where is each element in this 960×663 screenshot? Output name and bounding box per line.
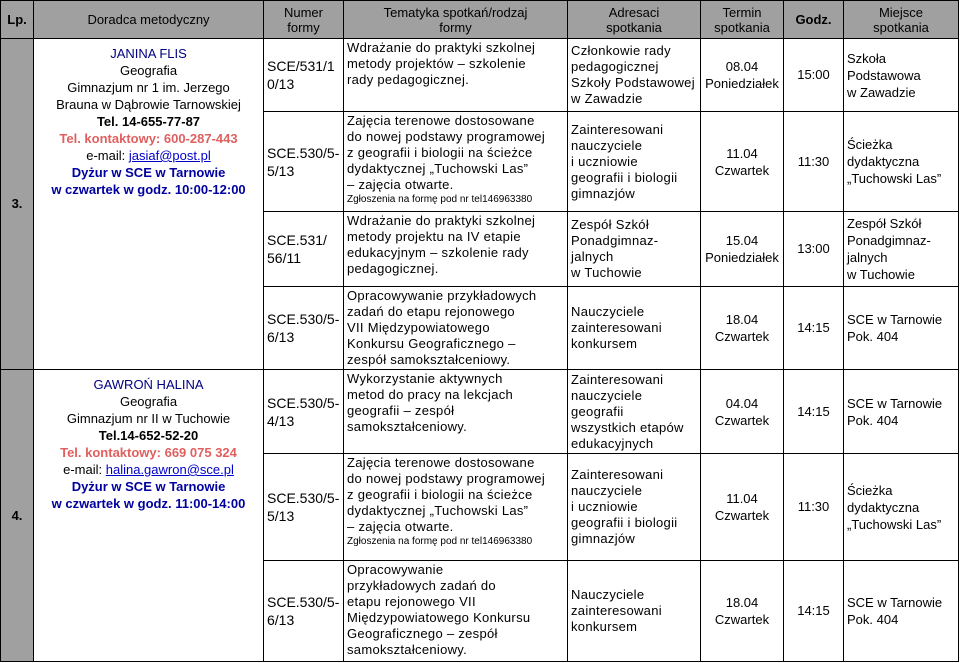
advisor-subject: Geografia bbox=[119, 63, 178, 78]
form-number bbox=[264, 112, 344, 212]
row-number: 4. bbox=[1, 370, 34, 662]
advisor-cell bbox=[34, 370, 264, 662]
header-advisor: Doradca metodyczny bbox=[34, 1, 264, 39]
term-cell bbox=[701, 39, 784, 112]
place-line: SCE w Tarnowie bbox=[847, 395, 943, 411]
header-place: Miejsce spotkania bbox=[844, 1, 959, 39]
topic-line: metody projektów – szkolenie bbox=[347, 56, 526, 71]
topic-line: dydaktycznej „Tuchowski Las” bbox=[347, 503, 529, 518]
place-line: dydaktyczna bbox=[847, 154, 920, 169]
addressee-line: w Zawadzie bbox=[571, 91, 643, 106]
addressee-line: w Tuchowie bbox=[571, 265, 642, 280]
table-row bbox=[1, 370, 959, 454]
advisor-school: Gimnazjum nr II w Tuchowie bbox=[66, 411, 231, 426]
advisor-name: GAWROŃ HALINA bbox=[93, 377, 204, 392]
form-number-line: 5/13 bbox=[267, 162, 295, 179]
hour-cell: 14:15 bbox=[784, 287, 844, 370]
addressee-line: zainteresowani bbox=[571, 603, 662, 618]
advisor-duty-time: w czwartek w godz. 11:00-14:00 bbox=[51, 496, 246, 511]
addressees-cell bbox=[568, 39, 701, 112]
term-line: Czwartek bbox=[714, 612, 770, 627]
topic-line: Zajęcia terenowe dostosowane bbox=[347, 455, 535, 470]
place-cell bbox=[844, 454, 959, 561]
advisor-name: JANINA FLIS bbox=[110, 46, 187, 61]
form-number-line: SCE.530/5- bbox=[267, 490, 340, 506]
advisor-email-line bbox=[37, 147, 260, 164]
topic-line: Geograficznego – zespół bbox=[347, 626, 498, 641]
email-label: e-mail: bbox=[86, 148, 129, 163]
place-cell bbox=[844, 287, 959, 370]
addressee-line: gimnazjów bbox=[571, 185, 636, 201]
term-line: 11.04 bbox=[726, 491, 758, 506]
topic-line: z geografii i biologii na ścieżce bbox=[347, 145, 533, 160]
topic-line: metody projektu na IV etapie bbox=[347, 229, 521, 244]
place-cell bbox=[844, 212, 959, 287]
advisor-school: Brauna w Dąbrowie Tarnowskiej bbox=[56, 97, 241, 112]
term-cell bbox=[701, 561, 784, 662]
form-number-line: SCE.530/5- bbox=[267, 144, 340, 161]
term-line: Poniedziałek bbox=[705, 250, 779, 265]
form-number bbox=[264, 212, 344, 287]
topic-line: samokształceniowy. bbox=[347, 642, 468, 657]
place-line: w Zawadzie bbox=[847, 84, 916, 100]
addressee-line: edukacyjnych bbox=[571, 435, 654, 451]
topic-line: do nowej podstawy programowej bbox=[347, 129, 546, 144]
header-number: Numer formy bbox=[264, 1, 344, 39]
advisor-duty: Dyżur w SCE w Tarnowie bbox=[71, 479, 226, 494]
place-line: Ścieżka bbox=[847, 137, 893, 152]
advisor-cell bbox=[34, 39, 264, 370]
advisor-contact: Tel. kontaktowy: 669 075 324 bbox=[60, 445, 237, 460]
form-number bbox=[264, 39, 344, 112]
addressee-line: Zainteresowani bbox=[571, 371, 664, 387]
topic-note: Zgłoszenia na formę pod nr tel146963380 bbox=[347, 536, 533, 547]
addressees-cell bbox=[568, 212, 701, 287]
term-line: 15.04 bbox=[725, 233, 759, 248]
table-row bbox=[1, 39, 959, 112]
place-cell bbox=[844, 39, 959, 112]
term-cell bbox=[701, 212, 784, 287]
topic-line: pedagogicznej. bbox=[347, 261, 439, 276]
addressee-line: konkursem bbox=[571, 336, 638, 351]
header-addressees: Adresaci spotkania bbox=[568, 1, 701, 39]
form-number-line: SCE/531/1 bbox=[267, 58, 335, 74]
addressee-line: gimnazjów bbox=[571, 531, 636, 546]
place-cell bbox=[844, 370, 959, 454]
term-line: 18.04 bbox=[725, 312, 759, 327]
header-term: Termin spotkania bbox=[701, 1, 784, 39]
addressee-line: i uczniowie bbox=[571, 499, 638, 514]
term-line: Czwartek bbox=[714, 329, 770, 344]
addressee-line: nauczyciele bbox=[571, 483, 643, 498]
addressee-line: Zespół Szkół bbox=[571, 217, 650, 232]
advisor-school: Gimnazjum nr 1 im. Jerzego bbox=[67, 80, 230, 95]
topic-line: edukacyjnym – szkolenie rady bbox=[347, 245, 529, 260]
addressees-cell bbox=[568, 561, 701, 662]
place-line: dydaktyczna bbox=[847, 499, 920, 515]
topic-line: rady pedagogicznej. bbox=[347, 72, 470, 87]
topic-cell bbox=[344, 287, 568, 370]
addressee-line: geografii i biologii bbox=[571, 169, 678, 185]
advisor-phone: Tel. 14-655-77-87 bbox=[96, 114, 201, 129]
term-line: Poniedziałek bbox=[705, 76, 779, 91]
topic-cell bbox=[344, 561, 568, 662]
topic-line: Zajęcia terenowe dostosowane bbox=[347, 113, 535, 128]
addressee-line: nauczyciele bbox=[571, 137, 643, 153]
advisor-phone: Tel.14-652-52-20 bbox=[98, 428, 199, 443]
advisor-email-line bbox=[37, 461, 260, 478]
place-line: „Tuchowski Las” bbox=[847, 171, 942, 186]
addressee-line: Członkowie rady bbox=[571, 43, 671, 58]
header-lp: Lp. bbox=[1, 1, 34, 39]
topic-cell bbox=[344, 212, 568, 287]
topic-line: – zajęcia otwarte. bbox=[347, 519, 454, 534]
addressees-cell bbox=[568, 454, 701, 561]
place-line: SCE w Tarnowie bbox=[847, 595, 943, 610]
topic-line: samokształceniowy. bbox=[347, 419, 468, 434]
form-number bbox=[264, 454, 344, 561]
header-row bbox=[1, 1, 959, 39]
hour-cell: 13:00 bbox=[784, 212, 844, 287]
hour-cell: 15:00 bbox=[784, 39, 844, 112]
term-cell bbox=[701, 112, 784, 212]
advisor-duty-time: w czwartek w godz. 10:00-12:00 bbox=[51, 182, 246, 197]
topic-cell bbox=[344, 454, 568, 561]
form-number bbox=[264, 561, 344, 662]
topic-line: Wdrażanie do praktyki szkolnej bbox=[347, 40, 536, 55]
topic-cell bbox=[344, 370, 568, 454]
term-cell bbox=[701, 287, 784, 370]
advisor-contact: Tel. kontaktowy: 600-287-443 bbox=[59, 131, 238, 146]
place-line: Zespół Szkół bbox=[847, 216, 922, 231]
form-number-line: 56/11 bbox=[267, 250, 301, 266]
place-line: Ścieżka bbox=[847, 482, 893, 498]
form-number-line: 5/13 bbox=[267, 508, 295, 524]
topic-line: dydaktycznej „Tuchowski Las” bbox=[347, 161, 529, 176]
form-number-line: SCE.530/5- bbox=[267, 311, 340, 327]
term-line: Czwartek bbox=[714, 508, 770, 523]
form-number-line: SCE.531/ bbox=[267, 232, 327, 248]
place-line: Szkoła bbox=[847, 50, 887, 66]
hour-cell: 14:15 bbox=[784, 561, 844, 662]
term-line: 11.04 bbox=[726, 145, 758, 161]
email-link[interactable]: jasiaf@post.pl bbox=[128, 148, 211, 163]
place-line: Pok. 404 bbox=[847, 612, 899, 627]
row-number: 3. bbox=[1, 39, 34, 370]
place-line: Pok. 404 bbox=[847, 329, 899, 344]
place-line: „Tuchowski Las” bbox=[847, 516, 942, 532]
addressee-line: jalnych bbox=[571, 249, 614, 264]
form-number-line: SCE.530/5- bbox=[267, 394, 340, 411]
topic-line: Opracowywanie przykładowych bbox=[347, 288, 537, 303]
place-line: w Tuchowie bbox=[847, 267, 915, 282]
addressee-line: Zainteresowani bbox=[571, 121, 664, 137]
advisor-subject: Geografia bbox=[119, 394, 178, 409]
hour-cell: 14:15 bbox=[784, 370, 844, 454]
topic-line: zadań do etapu rejonowego bbox=[347, 304, 515, 319]
addressee-line: Nauczyciele bbox=[571, 587, 645, 602]
addressee-line: wszystkich etapów bbox=[571, 419, 684, 435]
topic-line: metod do pracy na lekcjach bbox=[347, 387, 514, 402]
term-line: Czwartek bbox=[714, 162, 770, 178]
form-number-line: 0/13 bbox=[267, 76, 295, 92]
place-line: Pok. 404 bbox=[847, 412, 899, 428]
form-number-line: 6/13 bbox=[267, 612, 295, 628]
addressee-line: i uczniowie bbox=[571, 153, 638, 169]
header-topic: Tematyka spotkań/rodzaj formy bbox=[344, 1, 568, 39]
topic-note: Zgłoszenia na formę pod nr tel146963380 bbox=[347, 194, 533, 205]
place-cell bbox=[844, 112, 959, 212]
topic-line: – zajęcia otwarte. bbox=[347, 177, 454, 192]
hour-cell: 11:30 bbox=[784, 112, 844, 212]
topic-line: geografii – zespół bbox=[347, 403, 455, 418]
addressee-line: Zainteresowani bbox=[571, 467, 664, 482]
email-link[interactable]: halina.gawron@sce.pl bbox=[105, 462, 234, 477]
place-line: jalnych bbox=[847, 250, 888, 265]
form-number bbox=[264, 370, 344, 454]
header-hour: Godz. bbox=[784, 1, 844, 39]
addressee-line: Nauczyciele bbox=[571, 304, 645, 319]
term-cell bbox=[701, 370, 784, 454]
topic-line: Międzypowiatowego Konkursu bbox=[347, 610, 531, 625]
term-line: Czwartek bbox=[714, 412, 770, 428]
hour-cell: 11:30 bbox=[784, 454, 844, 561]
addressee-line: Ponadgimnaz- bbox=[571, 233, 659, 248]
topic-line: zespół samokształceniowy. bbox=[347, 352, 511, 367]
addressees-cell bbox=[568, 112, 701, 212]
topic-line: VII Międzypowiatowego bbox=[347, 320, 490, 335]
term-line: 08.04 bbox=[725, 59, 759, 74]
form-number bbox=[264, 287, 344, 370]
place-line: Podstawowa bbox=[847, 67, 921, 83]
term-line: 18.04 bbox=[725, 595, 759, 610]
topic-cell bbox=[344, 39, 568, 112]
addressees-cell bbox=[568, 370, 701, 454]
place-line: SCE w Tarnowie bbox=[847, 312, 943, 327]
form-number-line: SCE.530/5- bbox=[267, 594, 340, 610]
term-cell bbox=[701, 454, 784, 561]
addressee-line: konkursem bbox=[571, 619, 638, 634]
topic-line: Wdrażanie do praktyki szkolnej bbox=[347, 213, 536, 228]
addressees-cell bbox=[568, 287, 701, 370]
place-line: Ponadgimnaz- bbox=[847, 233, 931, 248]
topic-line: Konkursu Geograficznego – bbox=[347, 336, 516, 351]
addressee-line: nauczyciele bbox=[571, 387, 643, 403]
term-line: 04.04 bbox=[725, 395, 759, 411]
topic-line: do nowej podstawy programowej bbox=[347, 471, 546, 486]
topic-line: z geografii i biologii na ścieżce bbox=[347, 487, 533, 502]
addressee-line: pedagogicznej bbox=[571, 59, 659, 74]
form-number-line: 4/13 bbox=[267, 412, 295, 429]
form-number-line: 6/13 bbox=[267, 329, 295, 345]
topic-cell bbox=[344, 112, 568, 212]
topic-line: Opracowywanie bbox=[347, 562, 444, 577]
email-label: e-mail: bbox=[63, 462, 106, 477]
place-cell bbox=[844, 561, 959, 662]
addressee-line: Szkoły Podstawowej bbox=[571, 75, 695, 90]
advisor-duty: Dyżur w SCE w Tarnowie bbox=[71, 165, 226, 180]
topic-line: Wykorzystanie aktywnych bbox=[347, 371, 503, 386]
topic-line: przykładowych zadań do bbox=[347, 578, 496, 593]
addressee-line: zainteresowani bbox=[571, 320, 662, 335]
addressee-line: geografii i biologii bbox=[571, 515, 678, 530]
topic-line: etapu rejonowego VII bbox=[347, 594, 476, 609]
addressee-line: geografii bbox=[571, 403, 624, 419]
